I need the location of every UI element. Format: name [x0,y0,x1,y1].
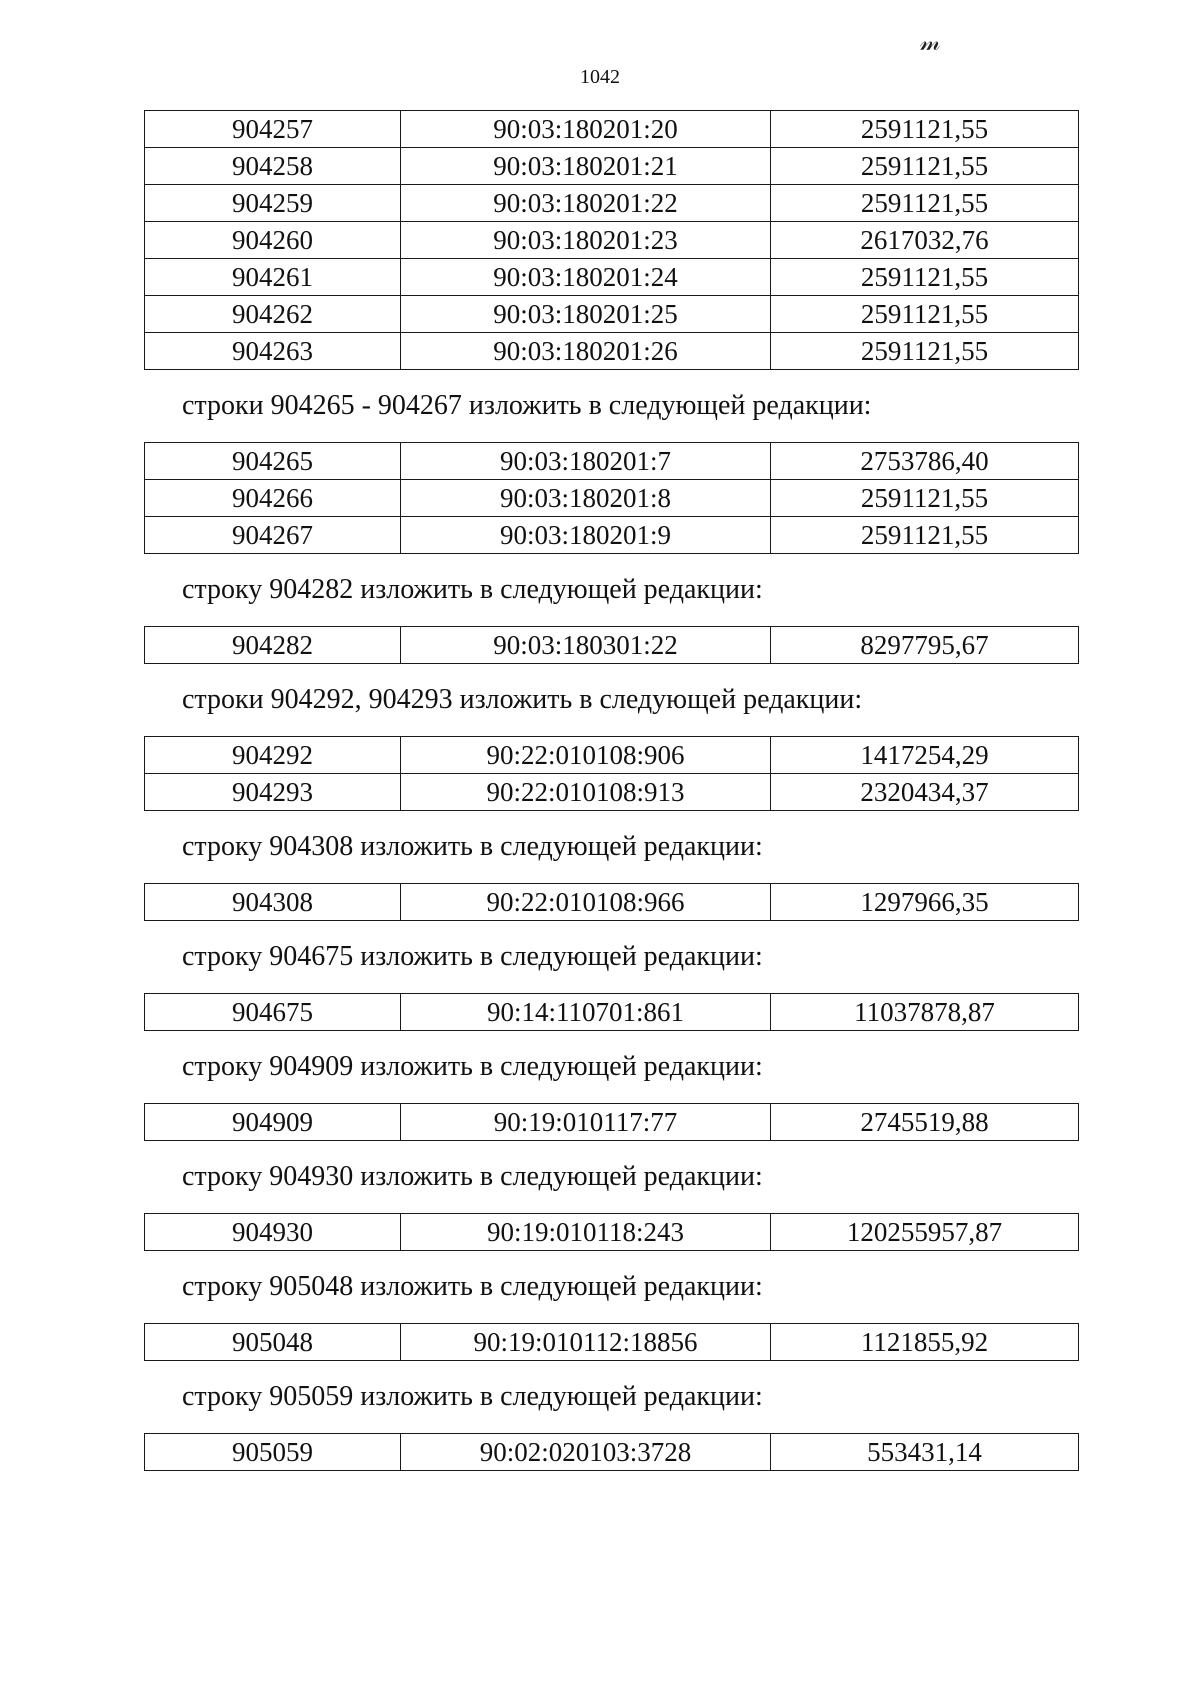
cadastral-number-cell: 90:22:010108:966 [401,884,771,921]
row-number-cell: 904265 [145,443,401,480]
row-number-cell: 904259 [145,185,401,222]
amendment-section [144,833,1078,921]
amendment-instruction: строки 904292, 904293 изложить в следующей редакции: [182,684,863,715]
value-cell: 1297966,35 [771,884,1079,921]
table-row [145,1214,1079,1251]
cadastral-number-cell: 90:19:010117:77 [401,1104,771,1141]
amendment-table [144,883,1079,921]
value-cell: 1417254,29 [771,737,1079,774]
table-main-body [145,111,1079,370]
amendment-table [144,993,1079,1031]
amendment-section [144,1383,1078,1471]
cadastral-number-cell: 90:02:020103:3728 [401,1434,771,1471]
amendment-section [144,576,1078,664]
table-row [145,1104,1079,1141]
cadastral-number-cell: 90:03:180201:21 [401,148,771,185]
document-body [144,110,1078,1471]
row-number-cell: 905048 [145,1324,401,1361]
value-cell: 2591121,55 [771,259,1079,296]
value-cell: 2617032,76 [771,222,1079,259]
row-number-cell: 904267 [145,517,401,554]
row-number-cell: 904260 [145,222,401,259]
amendment-section [144,1273,1078,1361]
cadastral-number-cell: 90:14:110701:861 [401,994,771,1031]
cadastral-number-cell: 90:03:180201:26 [401,333,771,370]
cadastral-number-cell: 90:03:180201:25 [401,296,771,333]
amendment-table [144,736,1079,811]
value-cell: 2591121,55 [771,148,1079,185]
table-row [145,259,1079,296]
amendment-section [144,1053,1078,1141]
value-cell: 120255957,87 [771,1214,1079,1251]
value-cell: 2320434,37 [771,774,1079,811]
table-row [145,296,1079,333]
value-cell: 2591121,55 [771,480,1079,517]
row-number-cell: 904930 [145,1214,401,1251]
table-row [145,480,1079,517]
amendment-instruction: строку 904308 изложить в следующей редакции: [182,831,763,862]
amendment-section [144,1163,1078,1251]
table-row [145,517,1079,554]
cadastral-number-cell: 90:19:010118:243 [401,1214,771,1251]
amendment-table [144,1103,1079,1141]
cadastral-number-cell: 90:03:180201:8 [401,480,771,517]
row-number-cell: 904282 [145,627,401,664]
amendment-instruction: строку 904909 изложить в следующей редакции: [182,1051,763,1082]
table-row [145,111,1079,148]
table-row [145,443,1079,480]
page-number: 1042 [580,66,620,88]
cadastral-number-cell: 90:03:180301:22 [401,627,771,664]
row-number-cell: 904675 [145,994,401,1031]
value-cell: 2591121,55 [771,333,1079,370]
table-row [145,737,1079,774]
table-row [145,627,1079,664]
value-cell: 2745519,88 [771,1104,1079,1141]
amendment-table [144,1433,1079,1471]
value-cell: 553431,14 [771,1434,1079,1471]
cadastral-number-cell: 90:03:180201:9 [401,517,771,554]
row-number-cell: 904263 [145,333,401,370]
table-row [145,333,1079,370]
amendment-table [144,626,1079,664]
table-row [145,222,1079,259]
amendment-instruction: строку 904282 изложить в следующей редакции: [182,574,763,605]
row-number-cell: 905059 [145,1434,401,1471]
cadastral-number-cell: 90:19:010112:18856 [401,1324,771,1361]
value-cell: 11037878,87 [771,994,1079,1031]
cadastral-number-cell: 90:03:180201:7 [401,443,771,480]
table-row [145,994,1079,1031]
value-cell: 2591121,55 [771,185,1079,222]
value-cell: 8297795,67 [771,627,1079,664]
amendment-section [144,392,1078,554]
table-row [145,1434,1079,1471]
amendment-section [144,686,1078,811]
value-cell: 2591121,55 [771,517,1079,554]
amendment-section [144,943,1078,1031]
cadastral-number-cell: 90:03:180201:22 [401,185,771,222]
value-cell: 2591121,55 [771,111,1079,148]
row-number-cell: 904257 [145,111,401,148]
row-number-cell: 904292 [145,737,401,774]
table-row [145,148,1079,185]
row-number-cell: 904909 [145,1104,401,1141]
row-number-cell: 904293 [145,774,401,811]
amendment-table [144,1323,1079,1361]
value-cell: 2753786,40 [771,443,1079,480]
value-cell: 1121855,92 [771,1324,1079,1361]
table-main [144,110,1079,370]
table-row [145,884,1079,921]
cadastral-number-cell: 90:03:180201:20 [401,111,771,148]
amendment-instruction: строку 904930 изложить в следующей редакции: [182,1161,763,1192]
amendment-instruction: строки 904265 - 904267 изложить в следующей редакции: [182,390,872,421]
row-number-cell: 904262 [145,296,401,333]
amendment-instruction: строку 904675 изложить в следующей редакции: [182,941,763,972]
table-row [145,774,1079,811]
amendment-instruction: строку 905059 изложить в следующей редакции: [182,1381,763,1412]
value-cell: 2591121,55 [771,296,1079,333]
row-number-cell: 904261 [145,259,401,296]
handwritten-mark: 𝓂 [920,30,939,56]
amendment-table [144,1213,1079,1251]
cadastral-number-cell: 90:22:010108:906 [401,737,771,774]
cadastral-number-cell: 90:03:180201:24 [401,259,771,296]
cadastral-number-cell: 90:22:010108:913 [401,774,771,811]
table-row [145,1324,1079,1361]
cadastral-number-cell: 90:03:180201:23 [401,222,771,259]
row-number-cell: 904308 [145,884,401,921]
table-row [145,185,1079,222]
amendment-sections [144,392,1078,1471]
row-number-cell: 904258 [145,148,401,185]
amendment-instruction: строку 905048 изложить в следующей редакции: [182,1271,763,1302]
row-number-cell: 904266 [145,480,401,517]
amendment-table [144,442,1079,554]
